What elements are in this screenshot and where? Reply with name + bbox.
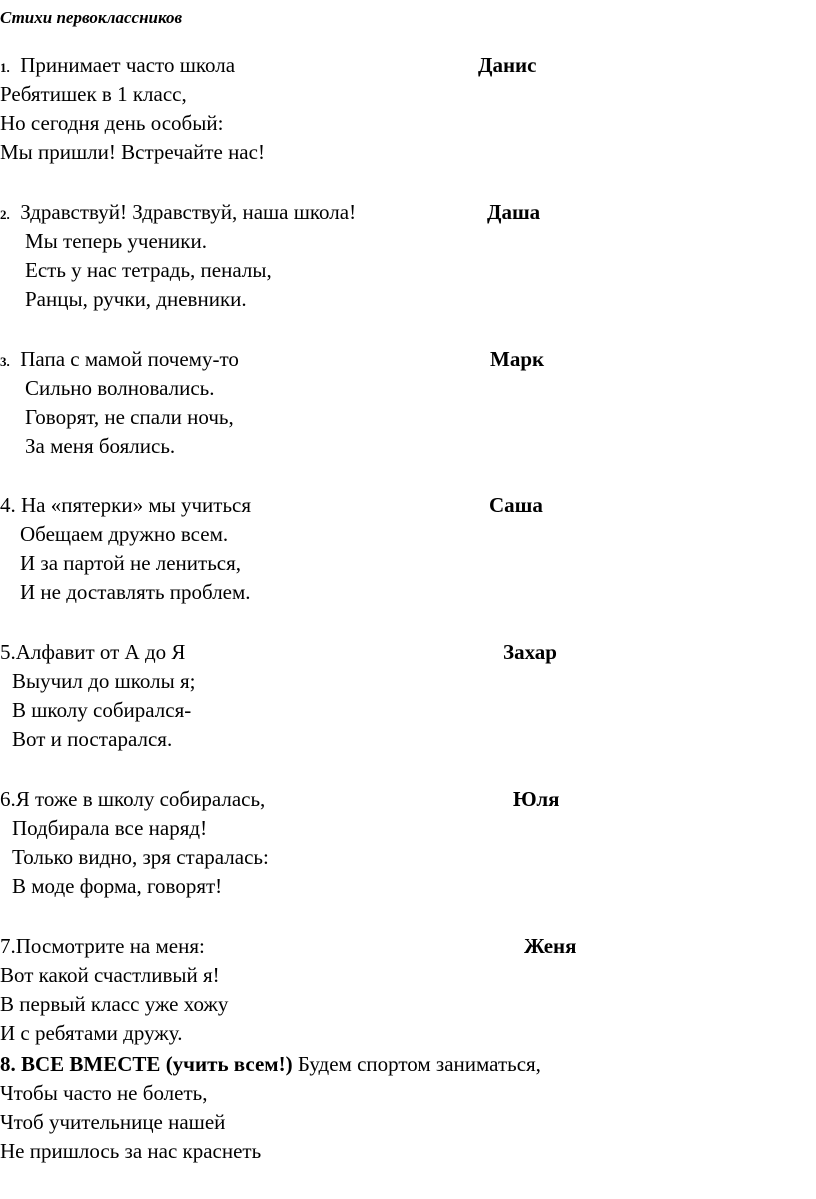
poem-5-line-4: Вот и постарался. — [12, 727, 173, 751]
poem-7-line-1: 7.Посмотрите на меня: — [0, 934, 205, 958]
poem-1-line-4: Мы пришли! Встречайте нас! — [0, 140, 265, 164]
poem-6-line-4: В моде форма, говорят! — [12, 874, 223, 898]
page-title: Стихи первоклассников — [0, 8, 183, 27]
poem-7-author: Женя — [524, 934, 577, 958]
poem-6-line-2: Подбирала все наряд! — [12, 816, 208, 840]
poem-4-line-4: И не доставлять проблем. — [20, 580, 251, 604]
poem-1-author: Данис — [478, 53, 537, 77]
final-label: 8. ВСЕ ВМЕСТЕ (учить всем!) — [0, 1052, 293, 1076]
poem-3-line-3: Говорят, не спали ночь, — [25, 405, 234, 429]
poem-1-line-3: Но сегодня день особый: — [0, 111, 224, 135]
poem-2-line-1: 2. Здравствуй! Здравствуй, наша школа! — [0, 200, 357, 224]
poem-7-line-2: Вот какой счастливый я! — [0, 963, 220, 987]
poem-5-line-2: Выучил до школы я; — [12, 669, 196, 693]
poem-2-author: Даша — [487, 200, 541, 224]
poem-3-number: 3. — [0, 354, 10, 369]
poem-3-author: Марк — [490, 347, 545, 371]
poem-2-line-3: Есть у нас тетрадь, пеналы, — [25, 258, 272, 282]
poem-5-line-3: В школу собирался- — [12, 698, 192, 722]
poem-3-line-1: 3. Папа с мамой почему-то — [0, 347, 239, 371]
poem-6-author: Юля — [513, 787, 560, 811]
poem-4-line-2: Обещаем дружно всем. — [20, 522, 229, 546]
poem-6-line-1: 6.Я тоже в школу собиралась, — [0, 787, 266, 811]
poem-1-line-1: 1. Принимает часто школа — [0, 53, 236, 77]
poem-4-line-3: И за партой не лениться, — [20, 551, 242, 575]
final-line-2: Чтобы часто не болеть, — [0, 1081, 208, 1105]
poem-1-line-2: Ребятишек в 1 класс, — [0, 82, 187, 106]
poem-1-number: 1. — [0, 60, 10, 75]
final-line-1: 8. ВСЕ ВМЕСТЕ (учить всем!) Будем спортом заниматься, — [0, 1052, 541, 1076]
poem-7-number: 7. — [0, 934, 16, 958]
final-line-3: Чтоб учительнице нашей — [0, 1110, 226, 1134]
poem-3-line-4: За меня боялись. — [25, 434, 176, 458]
poem-4-author: Саша — [489, 493, 543, 517]
poem-6-number: 6. — [0, 787, 16, 811]
poem-5-number: 5. — [0, 640, 16, 664]
poem-4-number: 4. — [0, 493, 16, 517]
poem-6-line-3: Только видно, зря старалась: — [12, 845, 269, 869]
poem-2-line-2: Мы теперь ученики. — [25, 229, 207, 253]
poem-2-line-4: Ранцы, ручки, дневники. — [25, 287, 247, 311]
poem-4-line-1: 4. На «пятерки» мы учиться — [0, 493, 252, 517]
poem-7-line-3: В первый класс уже хожу — [0, 992, 229, 1016]
poem-7-line-4: И с ребятами дружу. — [0, 1021, 183, 1045]
poem-2-number: 2. — [0, 207, 10, 222]
poem-5-author: Захар — [503, 640, 557, 664]
final-line-4: Не пришлось за нас краснеть — [0, 1139, 262, 1163]
poem-5-line-1: 5.Алфавит от А до Я — [0, 640, 186, 664]
poem-3-line-2: Сильно волновались. — [25, 376, 215, 400]
